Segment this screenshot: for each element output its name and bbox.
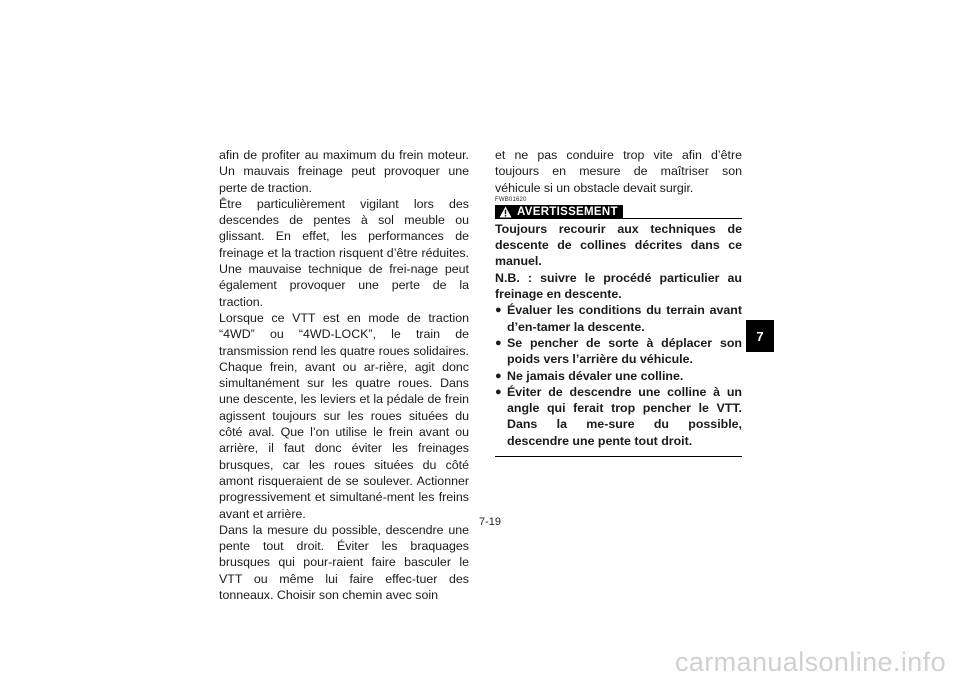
paragraph: afin de profiter au maximum du frein moteur. Un mauvais freinage peut provoquer une perte de traction.	[219, 148, 469, 195]
watermark: carmanualsonline.info	[674, 647, 946, 677]
warning-bullet-list	[495, 302, 742, 449]
list-item	[495, 368, 742, 384]
bullet-text: Éviter de descendre une colline à un angle qui ferait trop pencher le VTT. Dans la me-sure du possible, descendre une pente tout droit.	[507, 384, 742, 448]
right-column	[495, 147, 742, 457]
bullet-text: Se pencher de sorte à déplacer son poids vers l’arrière du véhicule.	[507, 335, 742, 367]
warning-label: AVERTISSEMENT	[517, 205, 618, 218]
paragraph: Être particulièrement vigilant lors des descendes de pentes à sol meuble ou glissant. En effet, les performances de freinage et la traction risquent d’être réduites. Une mauvaise technique de frei-nage peut également provoquer une perte de la traction.	[219, 196, 469, 309]
warning-triangle-icon	[499, 206, 512, 218]
chapter-tab: 7	[746, 320, 774, 352]
warning-text: Toujours recourir aux techniques de descente de collines décrites dans ce manuel.	[495, 221, 742, 269]
paragraph: Lorsque ce VTT est en mode de traction “4WD” ou “4WD-LOCK”, le train de transmission rend les quatre roues solidaires. Chaque frein, avant ou ar-rière, agit donc simultanément sur les quatre roues. Dans une descente, les leviers et la pédale de frein agissent toujours sur les roues situées du côté aval. Que l’on utilise le frein avant ou arrière, il faut donc éviter les freinages brusques, car les roues situées du côté amont risqueraient de se soulever. Actionner progressivement et simultané-ment les freins avant et arrière.	[219, 310, 469, 521]
bullet-text: Ne jamais dévaler une colline.	[507, 368, 684, 383]
warning-note: N.B. : suivre le procédé particulier au freinage en descente.	[495, 270, 742, 302]
bullet-text: Évaluer les conditions du terrain avant d’en-tamer la descente.	[507, 303, 742, 334]
bullet-icon: ●	[495, 385, 502, 398]
warning-bottom-rule	[495, 456, 742, 457]
page-number: 7-19	[478, 516, 502, 528]
list-item	[495, 302, 742, 335]
bullet-icon: ●	[495, 369, 502, 382]
warning-code: FWB01620	[495, 196, 527, 203]
warning-badge	[495, 205, 623, 219]
paragraph: et ne pas conduire trop vite afin d’être toujours en mesure de maîtriser son véhicule si un obstacle devait surgir.	[495, 148, 742, 195]
list-item	[495, 384, 742, 449]
warning-header	[495, 205, 742, 219]
warning-body	[495, 221, 742, 449]
paragraph: Dans la mesure du possible, descendre une pente tout droit. Éviter les braquages brusques qui pour-raient faire basculer le VTT ou même lui faire effec-tuer des tonneaux. Choisir son chemin avec soin	[219, 522, 469, 603]
left-column	[219, 147, 469, 603]
bullet-icon: ●	[495, 304, 502, 317]
bullet-icon: ●	[495, 336, 502, 349]
list-item	[495, 335, 742, 368]
